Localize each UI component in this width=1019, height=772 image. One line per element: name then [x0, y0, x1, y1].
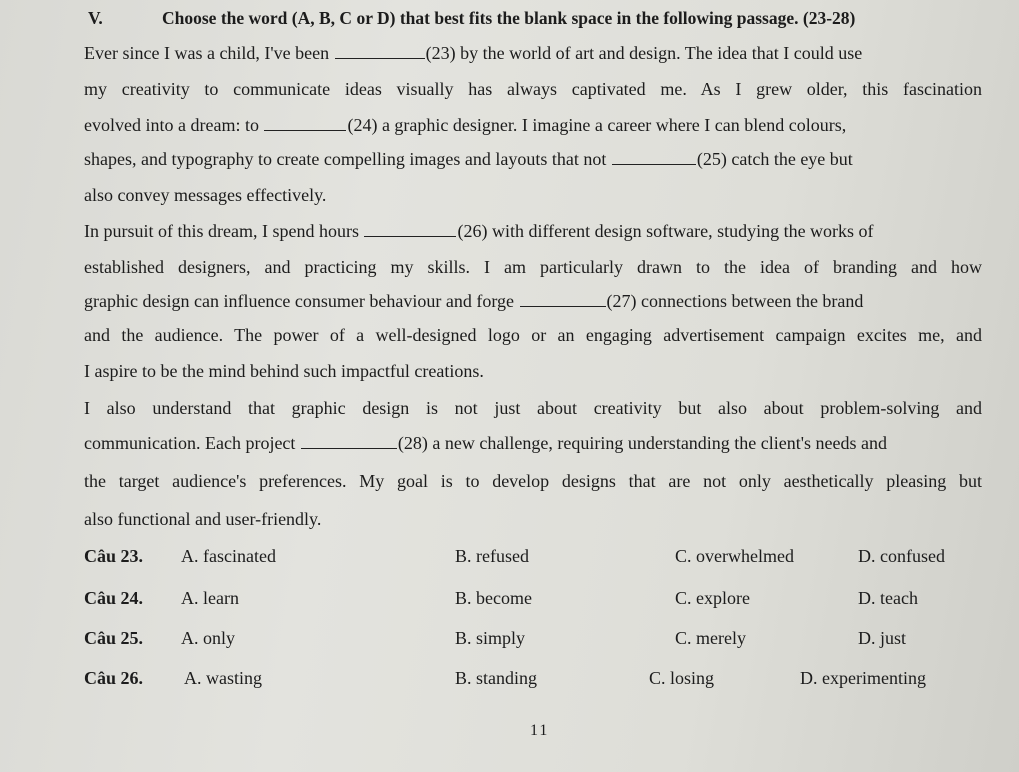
option-a[interactable]: A. learn: [181, 588, 239, 608]
option-a[interactable]: A. wasting: [184, 668, 262, 688]
passage-text: In pursuit of this dream, I spend hours: [84, 221, 359, 241]
question-row-25: [84, 628, 984, 652]
passage-text: (25) catch the eye but: [696, 149, 853, 169]
passage-line-6: [84, 220, 982, 242]
passage-line-9: and the audience. The power of a well-designed logo or an engaging advertisement campaign excites me, and: [84, 325, 982, 345]
option-b[interactable]: B. simply: [455, 628, 526, 648]
question-row-24: [84, 588, 984, 612]
blank-23: [335, 43, 425, 59]
passage-line-12: [84, 432, 982, 454]
passage-line-13: the target audience's preferences. My goal is to develop designs that are not only aesthetically pleasing but: [84, 471, 982, 491]
option-c[interactable]: C. losing: [649, 668, 715, 688]
option-a[interactable]: A. fascinated: [181, 546, 276, 566]
passage-text: graphic design can influence consumer behaviour and forge: [84, 291, 515, 311]
section-number: V.: [88, 8, 103, 28]
question-label: Câu 23.: [84, 546, 144, 566]
passage-text: Ever since I was a child, I've been: [84, 43, 330, 63]
passage-line-7: established designers, and practicing my skills. I am particularly drawn to the idea of branding and how: [84, 257, 982, 277]
option-c[interactable]: C. overwhelmed: [675, 546, 794, 566]
question-row-23: [84, 546, 984, 570]
passage-text: evolved into a dream: to: [84, 115, 259, 135]
blank-27: [520, 291, 606, 307]
passage-text: communication. Each project: [84, 433, 296, 453]
passage-line-14: also functional and user-friendly.: [84, 509, 322, 529]
question-row-26: [84, 668, 984, 692]
page-number: 11: [530, 722, 550, 739]
option-c[interactable]: C. explore: [675, 588, 750, 608]
option-b[interactable]: B. refused: [455, 546, 529, 566]
option-d[interactable]: D. confused: [858, 546, 945, 566]
passage-text: shapes, and typography to create compelling images and layouts that not: [84, 149, 607, 169]
option-c[interactable]: C. merely: [675, 628, 746, 648]
option-b[interactable]: B. standing: [455, 668, 538, 688]
passage-line-11: I also understand that graphic design is not just about creativity but also about problem-solving and: [84, 398, 982, 418]
passage-text: (24) a graphic designer. I imagine a career where I can blend colours,: [347, 115, 847, 135]
question-label: Câu 26.: [84, 668, 144, 688]
passage-line-2: my creativity to communicate ideas visually has always captivated me. As I grew older, this fascination: [84, 79, 982, 99]
passage-text: (23) by the world of art and design. The idea that I could use: [425, 43, 863, 63]
blank-24: [264, 115, 346, 131]
passage-line-3: [84, 114, 982, 136]
passage-line-1: [84, 42, 982, 64]
passage-line-10: I aspire to be the mind behind such impactful creations.: [84, 361, 484, 381]
option-b[interactable]: B. become: [455, 588, 532, 608]
question-label: Câu 24.: [84, 588, 144, 608]
passage-text: (28) a new challenge, requiring understanding the client's needs and: [397, 433, 887, 453]
section-instruction: Choose the word (A, B, C or D) that best fits the blank space in the following passage. (23-28): [162, 8, 856, 28]
passage-line-8: [84, 290, 982, 312]
blank-28: [301, 433, 397, 449]
option-d[interactable]: D. experimenting: [800, 668, 926, 688]
option-d[interactable]: D. teach: [858, 588, 918, 608]
passage-text: (26) with different design software, studying the works of: [457, 221, 874, 241]
section-heading: [88, 8, 988, 29]
blank-26: [364, 221, 456, 237]
question-label: Câu 25.: [84, 628, 144, 648]
passage-line-5: also convey messages effectively.: [84, 185, 327, 205]
passage-line-4: [84, 148, 982, 170]
blank-25: [612, 149, 696, 165]
option-d[interactable]: D. just: [858, 628, 907, 648]
option-a[interactable]: A. only: [181, 628, 235, 648]
passage-text: (27) connections between the brand: [606, 291, 864, 311]
